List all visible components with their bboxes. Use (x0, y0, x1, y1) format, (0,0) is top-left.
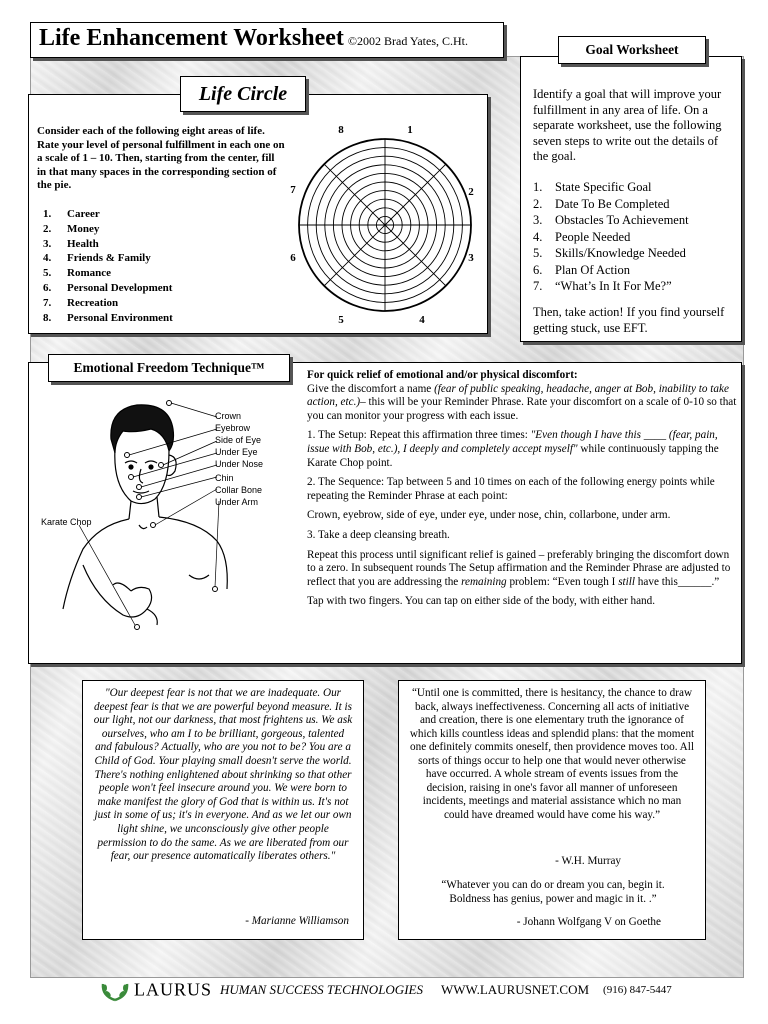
point-label-crown: Crown (215, 411, 242, 421)
point-label-side-of-eye: Side of Eye (215, 435, 262, 445)
eft-sequence: 2. The Sequence: Tap between 5 and 10 times on each of the following energy points while repeating the Reminder Phrase at each point: (307, 476, 715, 502)
copyright: ©2002 Brad Yates, C.Ht. (347, 34, 469, 48)
list-item: 8. Personal Environment (43, 311, 173, 324)
list-item: 6. Personal Development (43, 281, 173, 294)
life-circle-panel (28, 94, 488, 334)
point-label-under-arm: Under Arm (215, 497, 259, 507)
eft-instructions (307, 369, 737, 615)
eft-tap-note: Tap with two fingers. You can tap on either side of the body, with either hand. (307, 595, 656, 608)
wheel-label-1: 1 (407, 124, 413, 136)
list-item: 3. Health (43, 237, 99, 250)
laurel-logo-icon (100, 978, 130, 1002)
brand-name: LAURUS (134, 979, 213, 1000)
life-circle-title: Life Circle (180, 76, 306, 112)
eft-heading: For quick relief of emotional and/or physical discomfort: (307, 369, 578, 381)
life-circle-instructions: Consider each of the following eight areas of life. Rate your level of personal fulfillment in each one on a scale of 1 – 10. Then, starting from the center, fill in that many spaces in the corresponding section of the pie. (37, 125, 285, 191)
quote-text-goethe: “Whatever you can do or dream you can, begin it. Boldness has genius, power and magic in it. .” (441, 879, 665, 905)
list-item: 5. Skills/Knowledge Needed (533, 246, 686, 260)
eft-panel (28, 362, 742, 664)
goal-instructions: Identify a goal that will improve your fulfillment in any area of life. On a separate worksheet, use the following seven steps to write out the details of the goal. (533, 87, 722, 163)
list-item: 4. Friends & Family (43, 252, 151, 265)
list-item: 3. Obstacles To Achievement (533, 213, 689, 227)
quote-author: - Johann Wolfgang V on Goethe (516, 915, 661, 928)
point-label-under-eye: Under Eye (215, 447, 258, 457)
life-areas-list (43, 207, 173, 325)
goal-steps-list (533, 179, 689, 295)
list-item: 6. Plan Of Action (533, 262, 630, 277)
list-item: 5. Romance (43, 267, 111, 280)
point-label-eyebrow: Eyebrow (215, 423, 251, 433)
list-item: 1. State Specific Goal (533, 180, 652, 194)
goal-worksheet-title: Goal Worksheet (558, 36, 706, 64)
website-link[interactable]: WWW.LAURUSNET.COM (440, 982, 590, 997)
list-item: 7. Recreation (43, 296, 119, 309)
wheel-label-7: 7 (290, 184, 296, 196)
wheel-label-2: 2 (468, 186, 474, 198)
brand-tagline: HUMAN SUCCESS TECHNOLOGIES (220, 982, 423, 997)
life-wheel-diagram[interactable] (291, 125, 481, 325)
quote-author: - W.H. Murray (555, 855, 621, 867)
list-item: 2. Money (43, 222, 100, 235)
list-item: 2. Date To Be Completed (533, 196, 670, 211)
list-item: 7. “What’s In It For Me?” (533, 279, 672, 293)
point-label-collar-bone: Collar Bone (215, 485, 263, 495)
quote-text: "Our deepest fear is not that we are inadequate. Our deepest fear is that we are powerful beyond measure. It is our light, not our darkness, that most frightens us. We ask ourselves, who am I to be brilliant, gorgeous, talented and fabulous? Actually, who are you not to be? You are a Child of God. Your playing small doesn't serve the world. There's nothing enlightened about shrinking so that other people won't feel insecure around you. We were born to make manifest the glory of God that is within us. It's not just in some of us; it's in everyone. And as we let our own light shine, we unconsciously give other people permission to do the same. As we are liberated from our fear, our presence automatically liberates others." (93, 687, 353, 863)
eft-paragraph: Give the discomfort a name (fear of public speaking, headache, anger at Bob, inability to take action, etc.)– this will be your Reminder Phrase. Rate your discomfort on a scale of 0-10 so that you can monitor your progress with each issue. (307, 382, 737, 422)
point-label-chin: Chin (215, 473, 234, 483)
eft-breath: 3. Take a deep cleansing breath. (307, 528, 450, 541)
eft-setup: 1. The Setup: Repeat this affirmation three times: "Even though I have this ____ (fear, pain, issue with Bob, etc.), I deeply and completely accept myself" while continuously tapping the Karate Chop point. (307, 429, 719, 469)
wheel-label-5: 5 (338, 314, 344, 326)
quote-williamson (82, 680, 364, 940)
list-item: 1. Career (43, 208, 100, 220)
point-label-karate-chop: Karate Chop (41, 517, 92, 527)
eft-points-list: Crown, eyebrow, side of eye, under eye, under nose, chin, collarbone, under arm. (307, 509, 671, 522)
wheel-label-4: 4 (419, 314, 425, 326)
goal-worksheet-panel (520, 56, 742, 342)
wheel-label-3: 3 (468, 252, 474, 264)
quote-murray-goethe (398, 680, 706, 940)
wheel-label-8: 8 (338, 124, 344, 136)
list-item: 4. People Needed (533, 229, 631, 244)
worksheet-title: Life Enhancement Worksheet (39, 25, 344, 51)
quote-author: - Marianne Williamson (245, 915, 349, 928)
worksheet-title-box (30, 22, 504, 58)
wheel-label-6: 6 (290, 252, 296, 264)
quote-text: “Until one is committed, there is hesitancy, the chance to draw back, always ineffectiveness. Concerning all acts of initiative and creation, there is one elementary truth the ignorance of which kills countless ideas and splendid plans: that the moment one definitely commits oneself, then providence moves too. All sorts of things occur to help one that would never otherwise have occurred. A whole stream of events issues from the decision, raising in one's favor all manner of unforeseen incidents, meetings and material assistance which no man could have dreamed would have come his way.” (409, 687, 695, 821)
eft-repeat: Repeat this process until significant relief is gained – preferably bringing the discomfort down to a zero. In subsequent rounds The Setup affirmation and the Reminder Phrase are adjusted to reflect that you are addressing the remaining problem: “Even tough I still have this______.” (307, 548, 731, 588)
point-label-under-nose: Under Nose (215, 459, 264, 469)
phone-number: (916) 847-5447 (603, 984, 672, 996)
eft-title: Emotional Freedom Technique™ (48, 354, 290, 382)
footer (100, 978, 720, 1000)
goal-closing-text: Then, take action! If you find yourself getting stuck, use EFT. (533, 305, 725, 335)
